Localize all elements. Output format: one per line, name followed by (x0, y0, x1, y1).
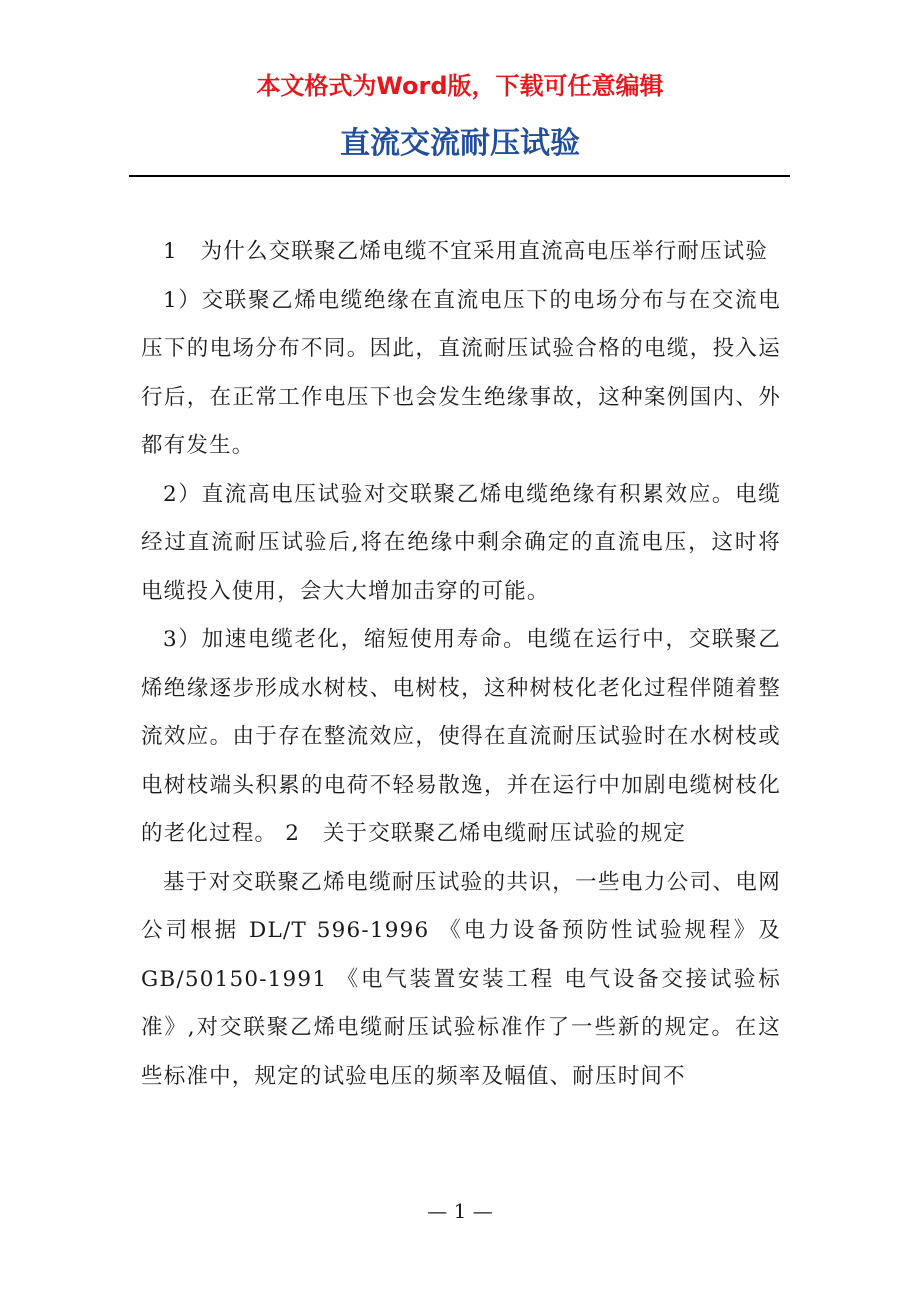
document-body (141, 228, 781, 1101)
paragraph-reason-2: 2）直流高电压试验对交联聚乙烯电缆绝缘有积累效应。电缆经过直流耐压试验后,将在绝缘中剩余确定的直流电压，这时将电缆投入使用，会大大增加击穿的可能。 (141, 481, 781, 604)
paragraph-reason-3: 3）加速电缆老化，缩短使用寿命。电缆在运行中，交联聚乙烯绝缘逐步形成水树枝、电树枝，这种树枝化老化过程伴随着整流效应。由于存在整流效应，使得在直流耐压试验时在水树枝或电树枝端头积累的电荷不轻易散逸，并在运行中加剧电缆树枝化的老化过程。 2 关于交联聚乙烯电缆耐压试验的规定 (141, 627, 781, 846)
document-title: 直流交流耐压试验 (340, 126, 580, 161)
page-number: — 1 — (427, 1199, 493, 1223)
paragraph-reason-1: 1）交联聚乙烯电缆绝缘在直流电压下的电场分布与在交流电压下的电场分布不同。因此，直流耐压试验合格的电缆，投入运行后，在正常工作电压下也会发生绝缘事故，这种案例国内、外都有发生。 (141, 287, 781, 458)
paragraph-question-1: 1 为什么交联聚乙烯电缆不宜采用直流高电压举行耐压试验 (163, 239, 769, 264)
paragraph-regulations: 基于对交联聚乙烯电缆耐压试验的共识，一些电力公司、电网公司根据 DL/T 596-1996 《电力设备预防性试验规程》及 GB/50150-1991 《电气装置安装工程 电气设备交接试验标准》,对交联聚乙烯电缆耐压试验标准作了一些新的规定。在这些标准中，规定的试验电压的频率及幅值、耐压时间不 (141, 869, 781, 1089)
title-divider (129, 175, 790, 177)
format-notice-banner: 本文格式为Word版，下载可任意编辑 (256, 72, 664, 100)
